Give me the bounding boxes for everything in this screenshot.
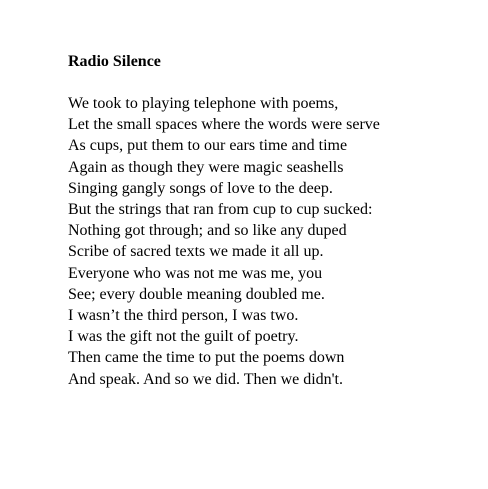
poem-line: I wasn’t the third person, I was two. <box>68 307 299 325</box>
poem-line: We took to playing telephone with poems, <box>68 95 339 112</box>
poem-line: Let the small spaces where the words were serve <box>68 116 380 134</box>
poem-line: See; every double meaning doubled me. <box>68 285 325 303</box>
poem-line: Nothing got through; and so like any duped <box>68 222 347 240</box>
poem-lines <box>68 93 478 390</box>
poem <box>68 52 478 390</box>
poem-line: Everyone who was not me was me, you <box>68 264 323 282</box>
poem-line: As cups, put them to our ears time and time <box>68 137 348 155</box>
poem-line: Again as though they were magic seashells <box>68 158 344 176</box>
poem-line: But the strings that ran from cup to cup sucked: <box>68 201 373 219</box>
poem-line: I was the gift not the guilt of poetry. <box>68 328 299 346</box>
poem-line: Then came the time to put the poems down <box>68 349 345 367</box>
poem-title: Radio Silence <box>68 53 161 70</box>
poem-line: Singing gangly songs of love to the deep. <box>68 179 333 197</box>
poem-line: And speak. And so we did. Then we didn't. <box>68 370 343 388</box>
poem-line: Scribe of sacred texts we made it all up. <box>68 243 324 261</box>
